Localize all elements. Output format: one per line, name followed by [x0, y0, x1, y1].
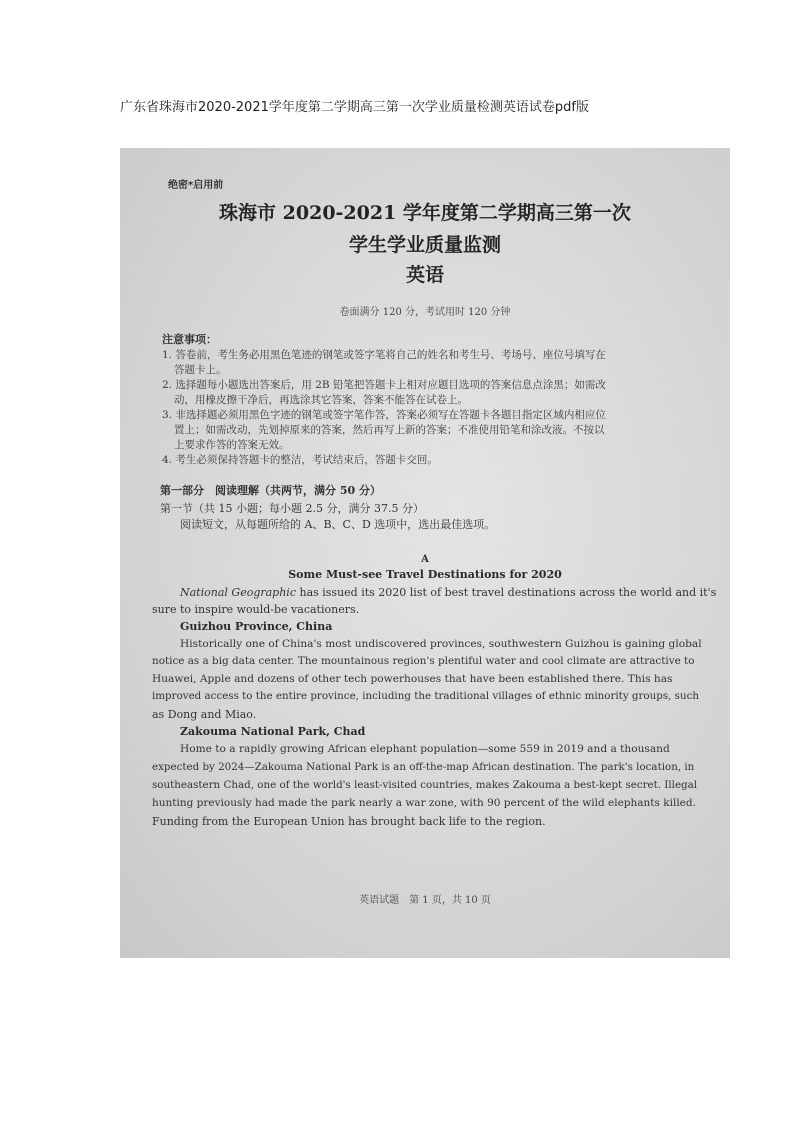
section-instruction: 阅读短文，从每题所给的 A、B、C、D 选项中，选出最佳选项。 [180, 518, 496, 531]
document-title: 广东省珠海市2020-2021学年度第二学期高三第一次学业质量检测英语试卷pdf版 [120, 100, 589, 115]
passage-line: southeastern Chad, one of the world's least-visited countries, makes Zakouma a best-kept secret. Illegal [152, 779, 698, 791]
section-heading: 第一节（共 15 小题；每小题 2.5 分，满分 37.5 分） [160, 502, 424, 515]
destination-heading: Guizhou Province, China [180, 620, 333, 633]
page-footer: 英语试题 第 1 页，共 10 页 [359, 895, 491, 906]
passage-line: sure to inspire would-be vacationers. [152, 603, 360, 616]
passage-line: National Geographic has issued its 2020 list of best travel destinations across the world and it's [180, 586, 717, 599]
notice-line: 上要求作答的答案无效。 [174, 439, 290, 451]
confidential-label: 绝密*启用前 [168, 180, 224, 191]
notice-line: 1. 答卷前，考生务必用黑色笔迹的钢笔或签字笔将自己的姓名和考生号、考场号、座位号填写在 [162, 349, 606, 361]
passage-line: improved access to the entire province, including the traditional villages of ethnic minority groups, such [152, 690, 699, 702]
part-heading: 第一部分 阅读理解（共两节，满分 50 分） [160, 484, 381, 497]
passage-line: Home to a rapidly growing African elephant population—some 559 in 2019 and a thousand [180, 743, 670, 755]
notice-line: 4. 考生必须保持答题卡的整洁，考试结束后，答题卡交回。 [162, 454, 438, 466]
passage-line: notice as a big data center. The mountainous region's plentiful water and cool climate are attractive to [152, 655, 695, 667]
notice-line: 动，用橡皮擦干净后，再选涂其它答案，答案不能答在试卷上。 [174, 394, 468, 406]
passage-label: A [421, 554, 429, 565]
passage-line: Funding from the European Union has brought back life to the region. [152, 815, 546, 828]
passage-line: as Dong and Miao. [152, 708, 257, 721]
exam-meta: 卷面满分 120 分，考试用时 120 分钟 [339, 307, 511, 318]
passage-line: hunting previously had made the park nearly a war zone, with 90 percent of the wild elephants killed. [152, 797, 696, 809]
notice-line: 3. 非选择题必须用黑色字迹的钢笔或签字笔作答，答案必须写在答题卡各题目指定区域内相应位 [162, 409, 606, 421]
notice-heading: 注意事项： [162, 333, 217, 346]
notice-line: 置上；如需改动，先划掉原来的答案，然后再写上新的答案；不准使用铅笔和涂改液。不按以 [174, 424, 605, 436]
destination-heading: Zakouma National Park, Chad [180, 725, 366, 738]
passage-line: expected by 2024—Zakouma National Park is an off-the-map African destination. The park's location, in [152, 761, 695, 773]
passage-line: Huawei, Apple and dozens of other tech powerhouses that have been established there. This has [152, 673, 673, 685]
magazine-name: National Geographic [180, 586, 296, 599]
exam-title-line-2: 学生学业质量监测 [348, 234, 501, 256]
passage-line: Historically one of China's most undiscovered provinces, southwestern Guizhou is gaining global [180, 638, 702, 650]
passage-title: Some Must-see Travel Destinations for 2020 [288, 568, 562, 581]
notice-line: 2. 选择题每小题选出答案后，用 2B 铅笔把答题卡上相对应题目选项的答案信息点涂黑；如需改 [162, 379, 606, 391]
exam-subject: 英语 [405, 264, 444, 286]
exam-page-photo [120, 148, 730, 958]
exam-title-line-1: 珠海市 2020-2021 学年度第二学期高三第一次 [219, 202, 631, 224]
notice-line: 答题卡上。 [174, 364, 227, 376]
